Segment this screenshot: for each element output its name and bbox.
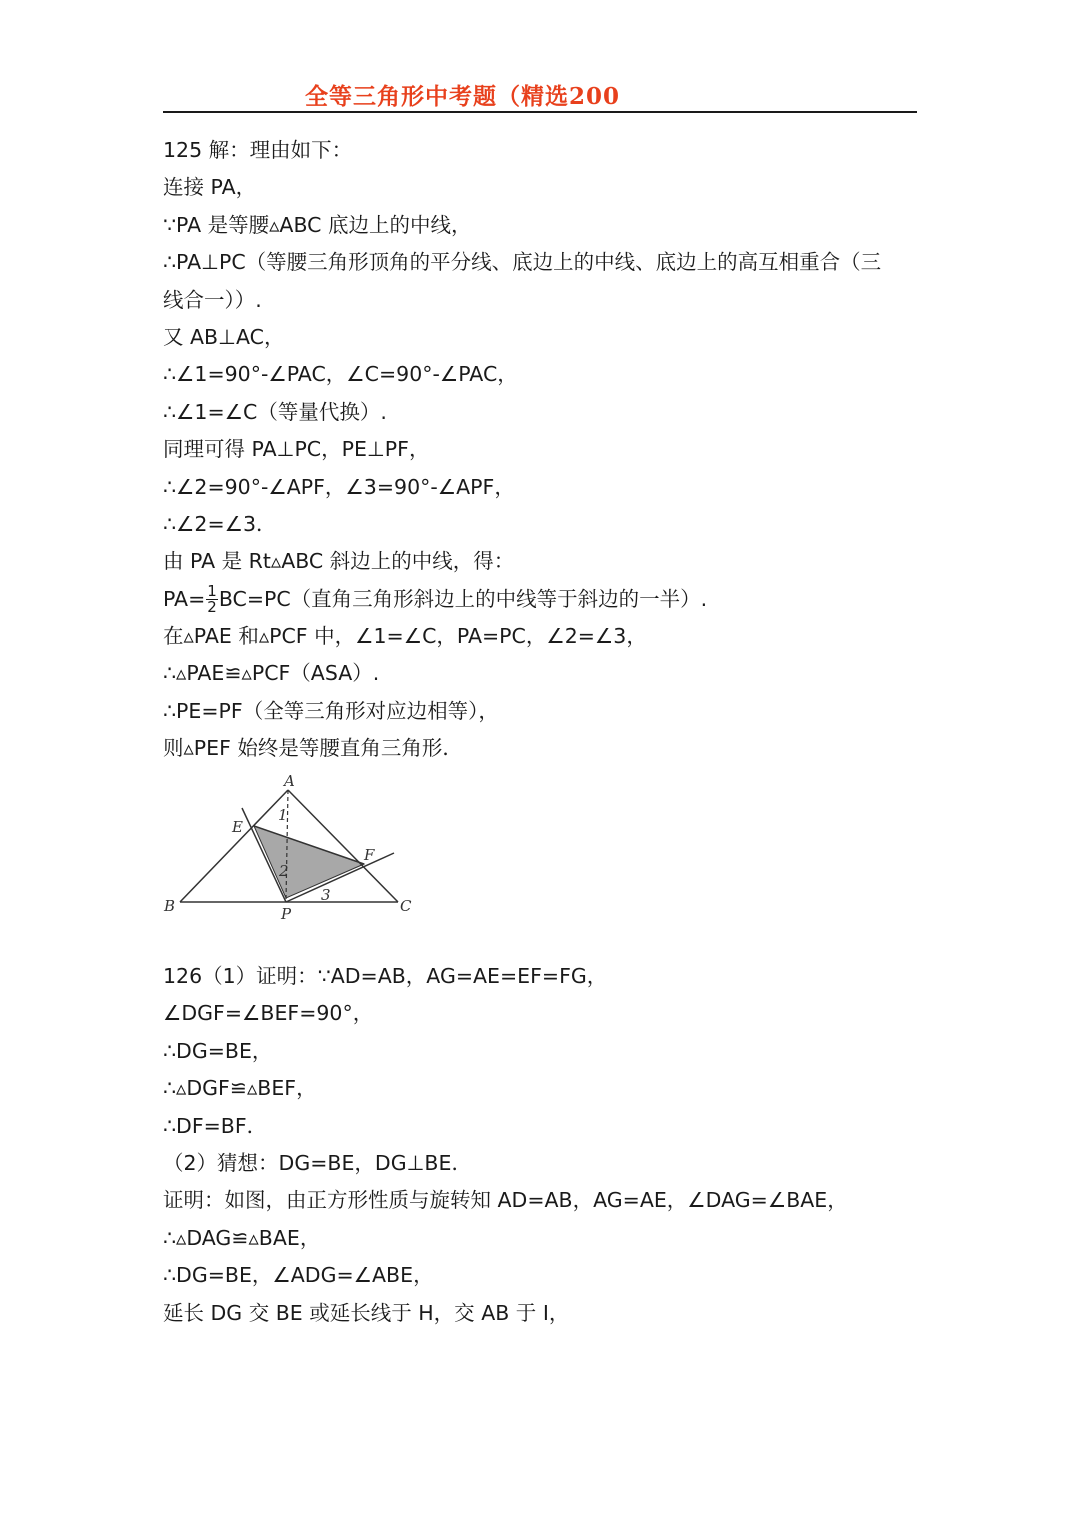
text-line: 则▵PEF 始终是等腰直角三角形．: [163, 736, 463, 761]
text-line: ∴▵PAE≌▵PCF（ASA）.: [163, 661, 380, 686]
label-c: C: [400, 897, 412, 915]
header-divider: [163, 111, 917, 113]
text-line: 延长 DG 交 BE 或延长线于 H，交 AB 于 I，: [163, 1300, 570, 1325]
page-header-title: 全等三角形中考题（精选200: [305, 83, 621, 110]
text-line: ∴▵DGF≌▵BEF，: [163, 1076, 317, 1101]
pa-suffix: BC=PC（直角三角形斜边上的中线等于斜边的一半）.: [218, 586, 708, 611]
label-b: B: [164, 897, 176, 915]
shaded-triangle-pef: [254, 826, 364, 898]
text-line: ∴DF=BF．: [163, 1113, 268, 1138]
text-line: 在▵PAE 和▵PCF 中，∠1=∠C，PA=PC，∠2=∠3，: [163, 624, 647, 649]
text-line: 又 AB⊥AC，: [163, 324, 285, 349]
text-line: 同理可得 PA⊥PC，PE⊥PF，: [163, 437, 430, 462]
fraction-numerator: 1: [207, 582, 217, 601]
text-line: 线合一））.: [163, 287, 262, 312]
text-line: ∴∠1=90°-∠PAC，∠C=90°-∠PAC，: [163, 362, 518, 387]
text-line: ∴∠2=90°-∠APF，∠3=90°-∠APF，: [163, 474, 515, 499]
text-line: ∴▵DAG≌▵BAE，: [163, 1225, 321, 1250]
fraction-denominator: 2: [207, 598, 217, 617]
text-line: ∴PA⊥PC（等腰三角形顶角的平分线、底边上的中线、底边上的高互相重合（三: [163, 250, 882, 275]
text-line: ∴DG=BE，∠ADG=∠ABE，: [163, 1263, 434, 1288]
triangle-diagram: [158, 772, 428, 922]
label-angle-1: 1: [278, 806, 288, 824]
text-line: 证明：如图，由正方形性质与旋转知 AD=AB，AG=AE，∠DAG=∠BAE，: [163, 1188, 848, 1213]
text-line: （2）猜想：DG=BE，DG⊥BE．: [163, 1150, 472, 1175]
problem-126-text: [163, 958, 923, 1332]
text-line: 126（1）证明：∵AD=AB，AG=AE=EF=FG，: [163, 964, 608, 988]
text-line: ∴∠1=∠C（等量代换）.: [163, 399, 387, 424]
text-line: 连接 PA，: [163, 175, 257, 200]
text-line: ∵PA 是等腰▵ABC 底边上的中线，: [163, 212, 472, 237]
label-angle-3: 3: [321, 886, 331, 904]
pa-prefix: PA=: [163, 586, 206, 611]
label-angle-2: 2: [279, 862, 289, 880]
geometry-figure: [158, 772, 428, 926]
text-line: 125 解：理由如下：: [163, 138, 353, 162]
label-a: A: [284, 772, 295, 790]
text-line: ∴PE=PF（全等三角形对应边相等），: [163, 698, 499, 723]
fraction-one-half: [206, 584, 218, 615]
text-line: ∴∠2=∠3．: [163, 511, 277, 536]
problem-125-text: [163, 132, 923, 768]
fraction-line: [163, 581, 923, 618]
label-e: E: [232, 818, 243, 836]
label-f: F: [364, 846, 375, 864]
text-line: ∠DGF=∠BEF=90°，: [163, 1001, 374, 1026]
text-line: 由 PA 是 Rt▵ABC 斜边上的中线，得：: [163, 549, 515, 574]
text-line: ∴DG=BE，: [163, 1038, 273, 1063]
label-p: P: [281, 905, 292, 922]
